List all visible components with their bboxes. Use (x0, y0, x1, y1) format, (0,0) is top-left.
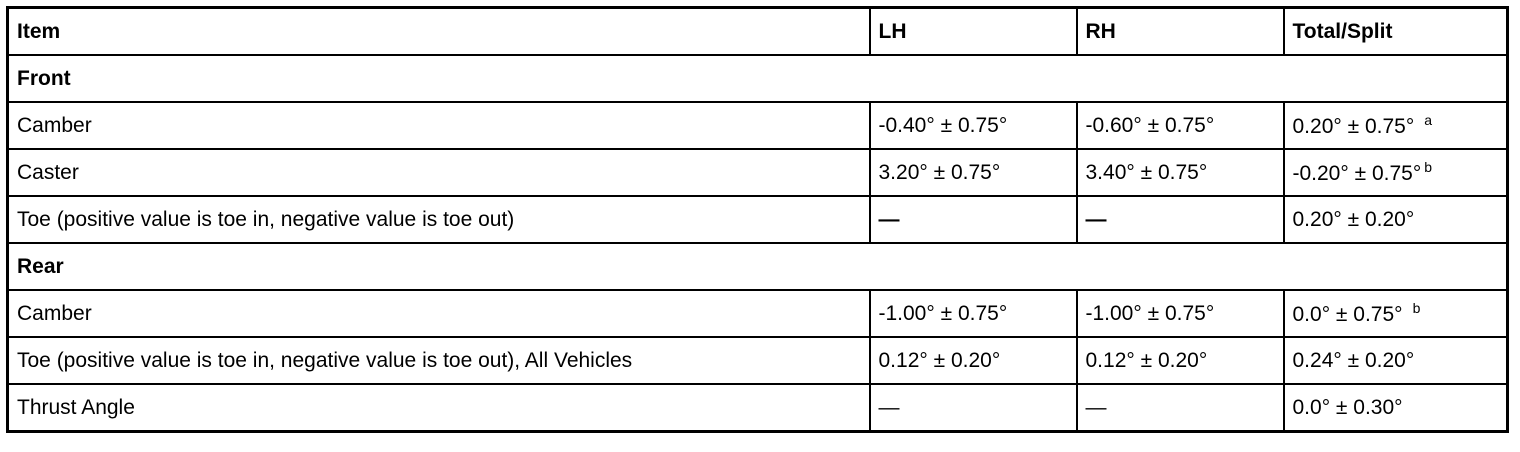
item-cell: Toe (positive value is toe in, negative value is toe out), All Vehicles (8, 337, 870, 384)
item-cell: Caster (8, 149, 870, 196)
section-label-rear: Rear (8, 243, 1508, 290)
table-row (8, 149, 1508, 196)
rh-cell: — (1077, 384, 1284, 432)
total-split-cell (1284, 102, 1508, 149)
table-header-row (8, 8, 1508, 56)
rh-cell: -0.60° ± 0.75° (1077, 102, 1284, 149)
lh-cell: 0.12° ± 0.20° (870, 337, 1077, 384)
section-row-front (8, 55, 1508, 102)
rh-cell: — (1077, 196, 1284, 243)
section-row-rear (8, 243, 1508, 290)
column-header-lh: LH (870, 8, 1077, 56)
alignment-spec-table (6, 6, 1509, 433)
rh-cell: 0.12° ± 0.20° (1077, 337, 1284, 384)
item-cell: Camber (8, 102, 870, 149)
column-header-total-split: Total/Split (1284, 8, 1508, 56)
section-label-front: Front (8, 55, 1508, 102)
column-header-rh: RH (1077, 8, 1284, 56)
lh-cell: — (870, 196, 1077, 243)
item-cell: Toe (positive value is toe in, negative value is toe out) (8, 196, 870, 243)
total-split-cell: 0.20° ± 0.20° (1284, 196, 1508, 243)
rh-cell: 3.40° ± 0.75° (1077, 149, 1284, 196)
footnote-marker: b (1412, 300, 1421, 316)
total-split-value: 0.0° ± 0.75° (1292, 303, 1403, 326)
total-split-cell (1284, 290, 1508, 337)
table-row (8, 196, 1508, 243)
total-split-cell: 0.0° ± 0.30° (1284, 384, 1508, 432)
lh-cell: -1.00° ± 0.75° (870, 290, 1077, 337)
footnote-marker: b (1424, 159, 1433, 175)
table-row (8, 337, 1508, 384)
item-cell: Thrust Angle (8, 384, 870, 432)
column-header-item: Item (8, 8, 870, 56)
lh-cell: — (870, 384, 1077, 432)
footnote-marker: a (1424, 112, 1433, 128)
total-split-cell: 0.24° ± 0.20° (1284, 337, 1508, 384)
total-split-cell (1284, 149, 1508, 196)
total-split-value: -0.20° ± 0.75° (1292, 162, 1422, 185)
table-row (8, 290, 1508, 337)
item-cell: Camber (8, 290, 870, 337)
lh-cell: -0.40° ± 0.75° (870, 102, 1077, 149)
table-row (8, 384, 1508, 432)
lh-cell: 3.20° ± 0.75° (870, 149, 1077, 196)
total-split-value: 0.20° ± 0.75° (1292, 115, 1415, 138)
rh-cell: -1.00° ± 0.75° (1077, 290, 1284, 337)
table-row (8, 102, 1508, 149)
